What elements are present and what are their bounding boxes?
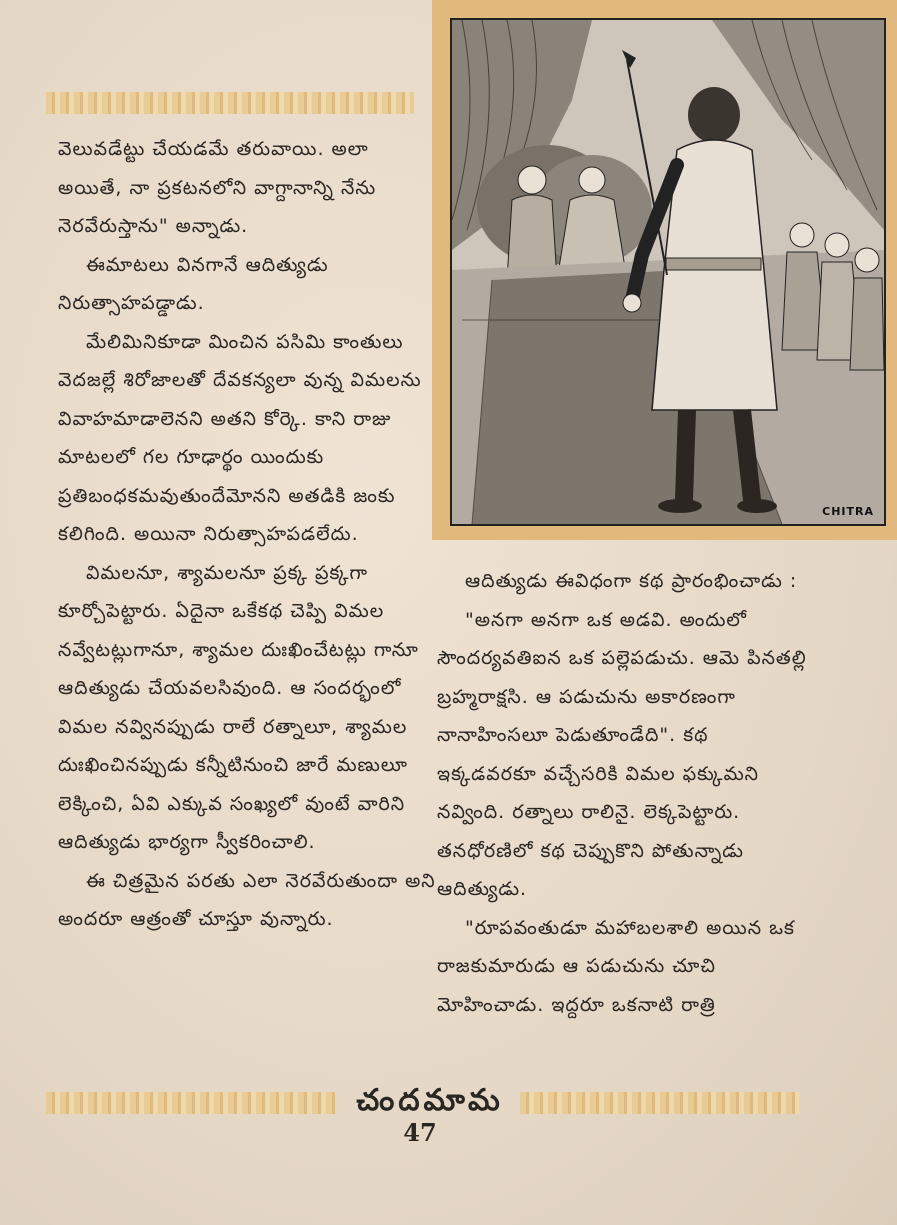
artist-signature: CHITRA <box>822 505 874 518</box>
paragraph: "రూపవంతుడూ మహాబలశాలి అయిన ఒక రాజకుమారుడు ఆ పడుచును చూచి మోహించాడు. ఇద్దరూ ఒకనాటి రాత్రి <box>437 916 795 1016</box>
decorative-border-top <box>46 92 414 114</box>
paragraph: "అనగా అనగా ఒక అడవి. అందులో సౌందర్యవతిఐన ఒక పల్లెపడుచు. ఆమె పినతల్లి బ్రహ్మరాక్షసి. ఆ పడుచును అకారణంగా నానాహింసలూ పెడుతూండేది". కథ ఇక్కడవరకూ వచ్చేసరికి విమల ఫక్కుమని నవ్వింది. రత్నాలు రాలినై. లెక్కపెట్టారు. తనధోరణిలో కథ చెప్పుకొని పోతున్నాడు ఆదిత్యుడు. <box>437 608 807 900</box>
left-text-column <box>58 130 438 939</box>
paragraph: ఈ చిత్రమైన పరతు ఎలా నెరవేరుతుందా అని అందరూ ఆత్రంతో చూస్తూ వున్నారు. <box>58 869 436 930</box>
page-number: 47 <box>403 1118 437 1147</box>
illustration-frame <box>450 18 886 526</box>
magazine-title: చందమామ <box>356 1083 504 1118</box>
decorative-border-footer-right <box>520 1092 800 1114</box>
paragraph: విమలనూ, శ్యామలనూ ప్రక్క ప్రక్కగా కూర్చోపెట్టారు. ఏదైనా ఒకేకథ చెప్పి విమల నవ్వేటట్లుగానూ, శ్యామల దుఃఖించేటట్లు గానూ ఆదిత్యుడు చేయవలసివుంది. ఆ సందర్భంలో విమల నవ్వినప్పుడు రాలే రత్నాలూ, శ్యామల దుఃఖించినప్పుడు కన్నీటినుంచి జారే మణులూ లెక్కించి, ఏవి ఎక్కువ సంఖ్యలో వుంటే వారిని ఆదిత్యుడు భార్యగా స్వీకరించాలి. <box>58 561 419 853</box>
story-illustration <box>432 0 897 540</box>
paragraph: వెలువడేట్టు చేయడమే తరువాయి. అలా అయితే, నా ప్రకటనలోని వాగ్దానాన్ని నేను నెరవేరుస్తాను" అన్నాడు. <box>58 138 377 237</box>
paragraph: ఆదిత్యుడు ఈవిధంగా కథ ప్రారంభించాడు : <box>465 570 798 592</box>
paragraph: ఈమాటలు వినగానే ఆదిత్యుడు నిరుత్సాహపడ్డాడు. <box>58 253 329 314</box>
paragraph: మేలిమినికూడా మించిన పసిమి కాంతులు వెదజల్లే శిరోజాలతో దేవకన్యలా వున్న విమలను వివాహమాడాలెనని అతని కోర్కె. కాని రాజు మాటలలో గల గూఢార్థం యిందుకు ప్రతిబంధకమవుతుందేమోనని అతడికి జంకు కలిగింది. అయినా నిరుత్సాహపడలేదు. <box>58 330 422 545</box>
right-text-column <box>437 562 809 1024</box>
decorative-border-footer-left <box>46 1092 336 1114</box>
court-scene-drawing <box>452 20 884 524</box>
